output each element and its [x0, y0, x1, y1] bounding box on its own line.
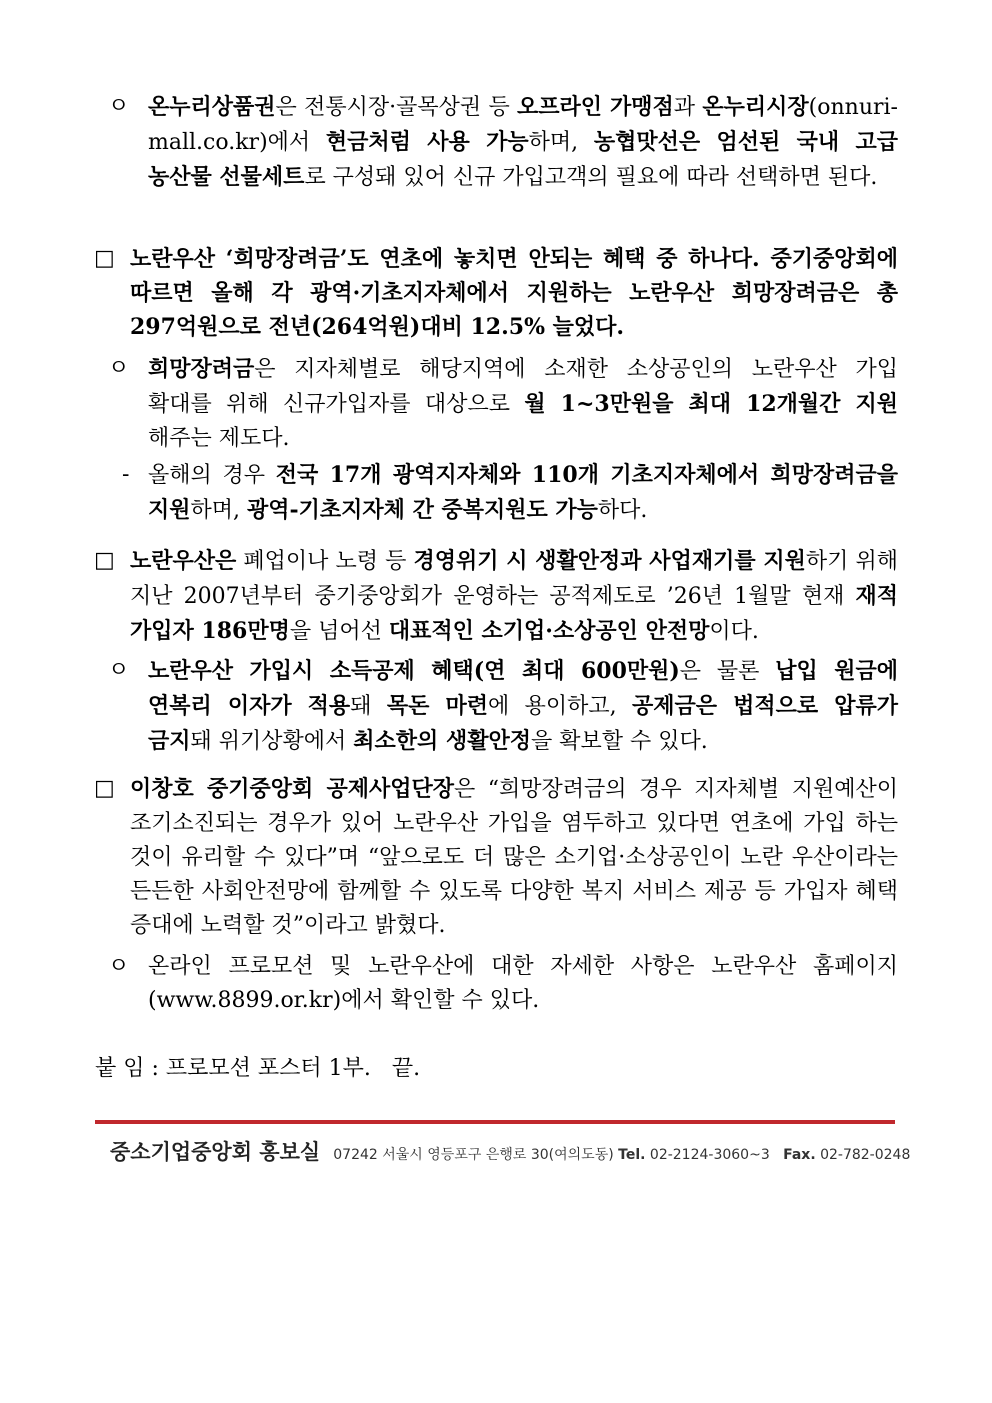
text: 을 확보할 수 있다. — [530, 729, 708, 754]
paragraph-hope-incentive-detail — [148, 352, 898, 456]
text: 은 물론 — [679, 659, 776, 684]
paragraph-homepage-info — [148, 950, 898, 1018]
bullet-circle: ㅇ — [108, 658, 130, 683]
text-bold: 대표적인 소기업·소상공인 안전망 — [388, 618, 710, 644]
text: 하며, — [190, 498, 248, 523]
text: 해주는 제도다. — [148, 426, 290, 451]
footer-address: 07242 서울시 영등포구 은행로 30(여의도동) — [333, 1147, 614, 1163]
text: 온라인 프로모션 및 노란우산에 대한 자세한 사항은 노란우산 홈페이지 (www.8899.or.kr)에서 확인할 수 있다. — [148, 954, 898, 1013]
footer-fax-label: Fax. — [783, 1147, 816, 1163]
footer-divider — [95, 1120, 895, 1124]
text: 하다. — [597, 498, 648, 523]
text-bold: 노란우산 ‘희망장려금’도 연초에 놓치면 안되는 혜택 중 하나다. 중기중앙회에 따르면 올해 각 광역·기초지자체에서 지원하는 노란우산 희망장려금은 총 297억원으로 전년(264억원)대비 12.5% 늘었다. — [130, 246, 898, 340]
footer-tel-label: Tel. — [618, 1147, 646, 1163]
text-bold: 목돈 마련 — [386, 693, 488, 719]
text-bold: 전국 17개 광역지자체와 110개 기초지자체에서 희망장려금을 지원 — [148, 462, 898, 523]
paragraph-onnuri-voucher — [148, 90, 898, 195]
text: 돼 위기상황에서 — [190, 729, 354, 754]
footer-tel: 02-2124-3060~3 — [649, 1147, 770, 1163]
text-bold: 노란우산은 — [130, 548, 237, 574]
bullet-square: □ — [94, 246, 115, 271]
text-bold: 경영위기 시 생활안정과 사업재기를 지원 — [413, 548, 806, 574]
text-bold: 이창호 중기중앙회 공제사업단장 — [130, 776, 454, 802]
text-bold: 광역-기초지자체 간 중복지원도 가능 — [247, 497, 598, 523]
paragraph-quote — [130, 772, 898, 943]
footer-org-name: 중소기업중앙회 홍보실 — [110, 1140, 321, 1164]
text-bold: 온누리시장 — [702, 94, 809, 120]
text: 은 “희망장려금의 경우 지자체별 지원예산이 조기소진되는 경우가 있어 노란우산 가입을 염두하고 있다면 연초에 가입 하는 것이 유리할 수 있다”며 “앞으로도 더 많은 소기업·소상공인이 노란 우산이라는 든든한 사회안전망에 함께할 수 있도록 다양한 복지 서비스 제공 등 가입자 혜택 증대에 노력할 것”이라고 밝혔다. — [130, 777, 898, 938]
footer-fax: 02-782-0248 — [820, 1147, 911, 1163]
bullet-circle: ㅇ — [108, 356, 130, 381]
paragraph-hope-incentive — [130, 242, 898, 344]
text-bold: 오프라인 가맹점 — [517, 94, 674, 120]
text: 은 지자체별로 해당지역에 소재한 소상공인의 노란우산 가입 확대를 위해 신규가입자를 대상으로 — [148, 357, 898, 417]
bullet-circle: ㅇ — [108, 94, 130, 119]
text-bold: 납입 원금에 연복리 이자가 적용 — [148, 658, 898, 719]
text: 을 넘어선 — [289, 619, 389, 644]
bullet-dash: - — [122, 462, 130, 487]
footer-contact — [333, 1147, 910, 1163]
text-bold: 현금처럼 사용 가능 — [325, 129, 529, 155]
bullet-square: □ — [94, 548, 115, 573]
paragraph-this-year — [148, 458, 898, 528]
text: 돼 — [350, 694, 387, 719]
text-bold: 공제금은 법적으로 압류가 금지 — [148, 693, 898, 754]
text-bold: 농협맛선은 엄선된 국내 고급 농산물 선물세트 — [148, 129, 898, 190]
text-bold: 노란우산 가입시 소득공제 혜택(연 최대 600만원) — [148, 658, 680, 684]
text: 은 전통시장·골목상권 등 — [275, 95, 518, 120]
text: 올해의 경우 — [148, 463, 276, 488]
paragraph-tax-benefit — [148, 654, 898, 759]
text-bold: 희망장려금 — [148, 356, 255, 382]
paragraph-yellow-umbrella — [130, 544, 898, 649]
text: (onnuri-mall.co.kr)에서 — [148, 95, 898, 155]
text-bold: 재적 가입자 186만명 — [130, 583, 898, 644]
text-bold: 월 1~3만원을 최대 12개월간 지원 — [524, 391, 898, 417]
footer — [110, 1136, 910, 1166]
text: 과 — [673, 95, 703, 120]
text: 폐업이나 노령 등 — [236, 549, 414, 574]
text: 이다. — [709, 619, 759, 644]
attachment-note: 붙 임 : 프로모션 포스터 1부. 끝. — [95, 1056, 421, 1081]
bullet-square: □ — [94, 776, 115, 801]
text: 에 용이하고, — [487, 694, 633, 719]
text: 하기 위해 지난 2007년부터 중기중앙회가 운영하는 공적제도로 ’26년 1월말 현재 — [130, 549, 898, 609]
text: 로 구성돼 있어 신규 가입고객의 필요에 따라 선택하면 된다. — [304, 165, 878, 190]
text: 하며, — [528, 130, 594, 155]
text-bold: 최소한의 생활안정 — [353, 728, 531, 754]
bullet-circle: ㅇ — [108, 954, 130, 979]
text-bold: 온누리상품권 — [148, 94, 276, 120]
